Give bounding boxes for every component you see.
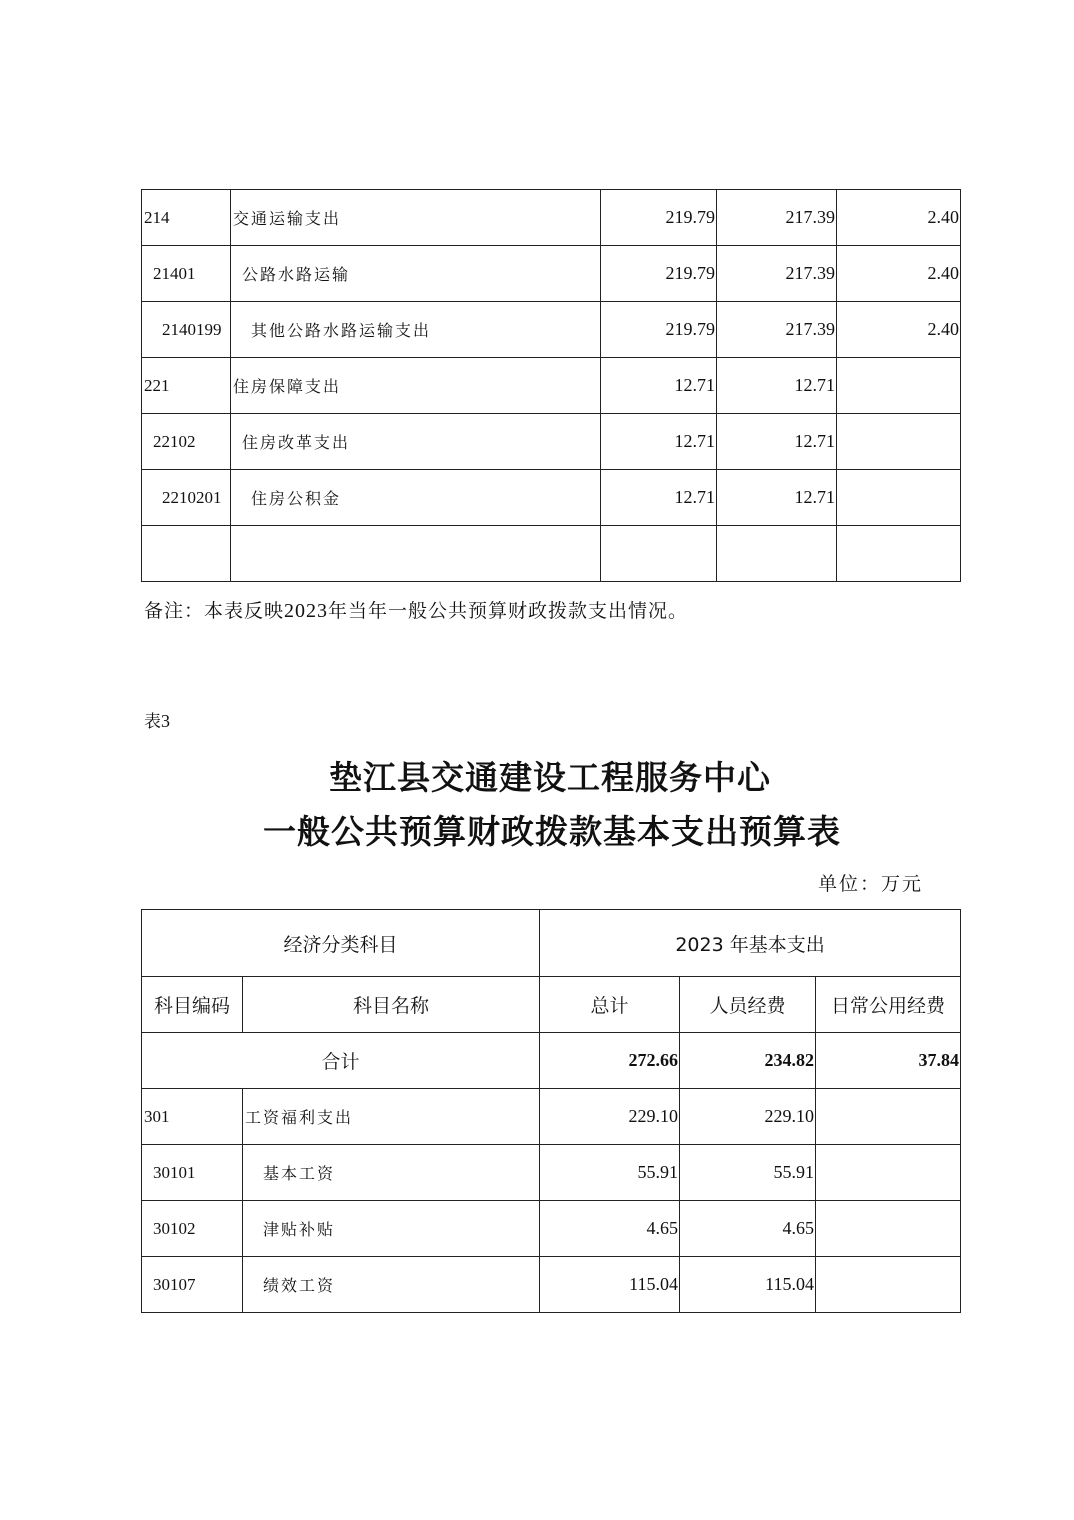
sum-public: 37.84	[816, 1033, 961, 1089]
header-economic-category: 经济分类科目	[142, 910, 540, 977]
row-code: 30101	[142, 1145, 243, 1201]
row-code: 30107	[142, 1257, 243, 1313]
table3-header-group-row	[142, 910, 961, 977]
row-total: 229.10	[540, 1089, 680, 1145]
table1-budget-expenditure	[141, 189, 961, 582]
table3-sum-row	[142, 1033, 961, 1089]
page-title-line2: 一般公共预算财政拨款基本支出预算表	[263, 812, 841, 851]
row-total: 12.71	[601, 414, 717, 470]
table-row	[142, 414, 961, 470]
header-name: 科目名称	[243, 977, 540, 1033]
table-row	[142, 1257, 961, 1313]
table-label	[144, 707, 170, 732]
row-total: 219.79	[601, 246, 717, 302]
row-code	[142, 526, 231, 582]
row-name: 其他公路水路运输支出	[231, 302, 601, 358]
row-name	[231, 526, 601, 582]
row-basic: 12.71	[717, 414, 837, 470]
table-row	[142, 302, 961, 358]
row-project: 2.40	[837, 302, 961, 358]
row-personnel: 4.65	[680, 1201, 816, 1257]
row-name: 住房公积金	[231, 470, 601, 526]
row-total: 12.71	[601, 470, 717, 526]
header-total: 总计	[540, 977, 680, 1033]
table-row	[142, 1089, 961, 1145]
note-prefix: 备注：本表反映	[144, 600, 285, 622]
sum-label: 合计	[142, 1033, 540, 1089]
row-basic: 217.39	[717, 302, 837, 358]
row-basic: 12.71	[717, 470, 837, 526]
table3-body	[142, 910, 961, 1313]
table-label-number: 3	[161, 711, 170, 731]
table3-basic-expenditure	[141, 909, 961, 1313]
row-code: 301	[142, 1089, 243, 1145]
row-public	[816, 1145, 961, 1201]
row-total: 219.79	[601, 190, 717, 246]
note-suffix: 年当年一般公共预算财政拨款支出情况。	[328, 600, 689, 622]
row-name: 住房改革支出	[231, 414, 601, 470]
table3-header-row	[142, 977, 961, 1033]
table-row	[142, 526, 961, 582]
table-row	[142, 358, 961, 414]
row-total: 219.79	[601, 302, 717, 358]
header-code: 科目编码	[142, 977, 243, 1033]
row-personnel: 115.04	[680, 1257, 816, 1313]
row-public	[816, 1201, 961, 1257]
row-basic: 12.71	[717, 358, 837, 414]
row-total: 12.71	[601, 358, 717, 414]
row-project	[837, 414, 961, 470]
row-name: 绩效工资	[243, 1257, 540, 1313]
table-row	[142, 190, 961, 246]
row-project: 2.40	[837, 190, 961, 246]
row-public	[816, 1089, 961, 1145]
row-project	[837, 358, 961, 414]
row-total: 115.04	[540, 1257, 680, 1313]
header-basic-expenditure-year: 2023 年基本支出	[540, 910, 961, 977]
row-personnel: 55.91	[680, 1145, 816, 1201]
row-code: 2210201	[142, 470, 231, 526]
row-total: 4.65	[540, 1201, 680, 1257]
row-total	[601, 526, 717, 582]
row-project	[837, 470, 961, 526]
row-project	[837, 526, 961, 582]
table-row	[142, 1201, 961, 1257]
page-title-line1: 垫江县交通建设工程服务中心	[329, 758, 771, 797]
row-name: 基本工资	[243, 1145, 540, 1201]
row-code: 214	[142, 190, 231, 246]
row-name: 交通运输支出	[231, 190, 601, 246]
row-code: 221	[142, 358, 231, 414]
header-personnel: 人员经费	[680, 977, 816, 1033]
table-note	[144, 596, 688, 623]
row-name: 津贴补贴	[243, 1201, 540, 1257]
row-code: 21401	[142, 246, 231, 302]
header-public: 日常公用经费	[816, 977, 961, 1033]
row-name: 住房保障支出	[231, 358, 601, 414]
note-year: 2023	[284, 600, 329, 622]
table-row	[142, 1145, 961, 1201]
row-total: 55.91	[540, 1145, 680, 1201]
row-public	[816, 1257, 961, 1313]
row-code: 22102	[142, 414, 231, 470]
table-row	[142, 470, 961, 526]
row-basic: 217.39	[717, 190, 837, 246]
row-name: 工资福利支出	[243, 1089, 540, 1145]
row-personnel: 229.10	[680, 1089, 816, 1145]
row-code: 2140199	[142, 302, 231, 358]
sum-total: 272.66	[540, 1033, 680, 1089]
sum-personnel: 234.82	[680, 1033, 816, 1089]
row-basic: 217.39	[717, 246, 837, 302]
table1-body	[142, 190, 961, 582]
row-name: 公路水路运输	[231, 246, 601, 302]
table-label-prefix: 表	[144, 712, 161, 732]
row-project: 2.40	[837, 246, 961, 302]
table-row	[142, 246, 961, 302]
row-code: 30102	[142, 1201, 243, 1257]
unit-label: 单位：万元	[818, 873, 924, 895]
row-basic	[717, 526, 837, 582]
